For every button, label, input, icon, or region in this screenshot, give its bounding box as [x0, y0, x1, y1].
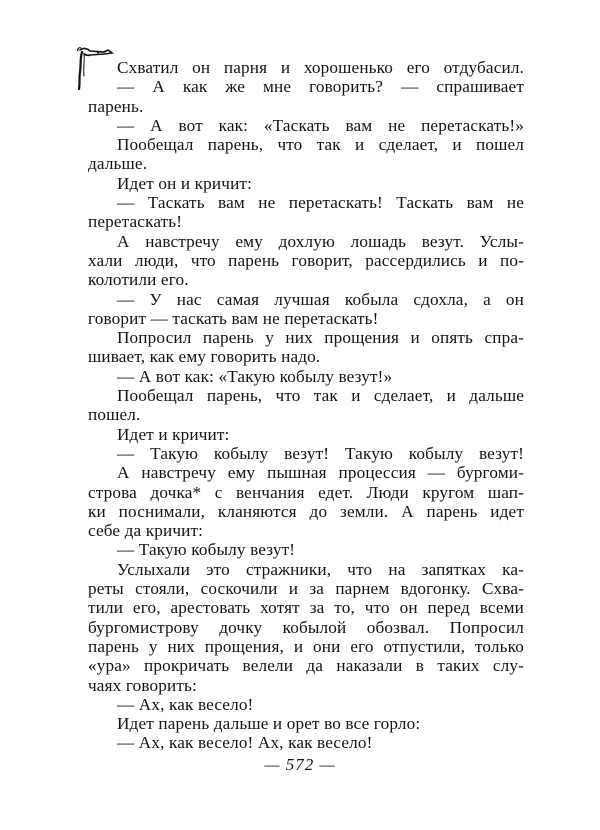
text-line: — А вот как: «Таскать вам не перетаскать!» — [117, 115, 524, 135]
text-line: хали люди, что парень говорит, рассердились и по- — [88, 250, 524, 270]
text-line: Попросил парень у них прощения и опять спра- — [117, 328, 524, 348]
text-line: чаях говорить: — [88, 675, 197, 695]
text-line: перетаскать! — [88, 212, 183, 232]
text-line: Схватил он парня и хорошенько его отдубасил. — [117, 58, 524, 77]
text-line: колотили его. — [88, 270, 189, 290]
text-line: А навстречу ему пышная процессия — бургоми- — [117, 463, 524, 483]
text-line: — Такую кобылу везут! — [117, 540, 296, 560]
text-line: реты стояли, соскочили и за парнем вдогонку. Схва- — [88, 579, 524, 599]
text-line: Идет и кричит: — [117, 424, 230, 444]
text-line: шивает, как ему говорить надо. — [88, 347, 321, 367]
text-line: — Такую кобылу везут! Такую кобылу везут! — [117, 443, 524, 463]
text-line: тили его, арестовать хотят за то, что он перед всеми — [88, 598, 524, 618]
text-line: — А вот как: «Такую кобылу везут!» — [117, 366, 393, 386]
text-line: дальше. — [88, 154, 148, 174]
text-line: себе да кричит: — [88, 521, 204, 541]
text-line: — А как же мне говорить? — спрашивает — [117, 77, 524, 97]
body-text — [88, 58, 524, 753]
text-line: бургомистрову дочку кобылой обозвал. Попросил — [88, 617, 524, 637]
text-line: строва дочка* с венчания едет. Люди кругом шап- — [88, 482, 524, 502]
text-line: Услыхали это стражники, что на запятках ка- — [117, 559, 524, 579]
text-line: Идет парень дальше и орет во все горло: — [117, 714, 421, 734]
text-line: — Ах, как весело! — [117, 694, 254, 714]
text-line: Идет он и кричит: — [117, 173, 252, 193]
text-line: парень. — [88, 96, 144, 116]
text-line: парень у них прощения, и они его отпустили, только — [88, 636, 524, 656]
text-line: — Таскать вам не перетаскать! Таскать вам не — [117, 193, 524, 213]
text-line: пошел. — [88, 405, 141, 425]
text-line: — У нас самая лучшая кобыла сдохла, а он — [117, 289, 524, 309]
text-line: А навстречу ему дохлую лошадь везут. Услы- — [117, 231, 524, 251]
text-line: ки поснимали, кланяются до земли. А парень идет — [88, 501, 524, 521]
text-line: — Ах, как весело! Ах, как весело! — [117, 733, 373, 753]
text-line: «ура» прокричать велели да наказали в таких слу- — [88, 656, 524, 676]
text-line: Пообещал парень, что так и сделает, и дальше — [117, 386, 524, 406]
page-number: — 572 — — [264, 755, 336, 774]
text-line: Пообещал парень, что так и сделает, и пошел — [117, 135, 524, 155]
text-line: говорит — таскать вам не перетаскать! — [88, 308, 379, 328]
